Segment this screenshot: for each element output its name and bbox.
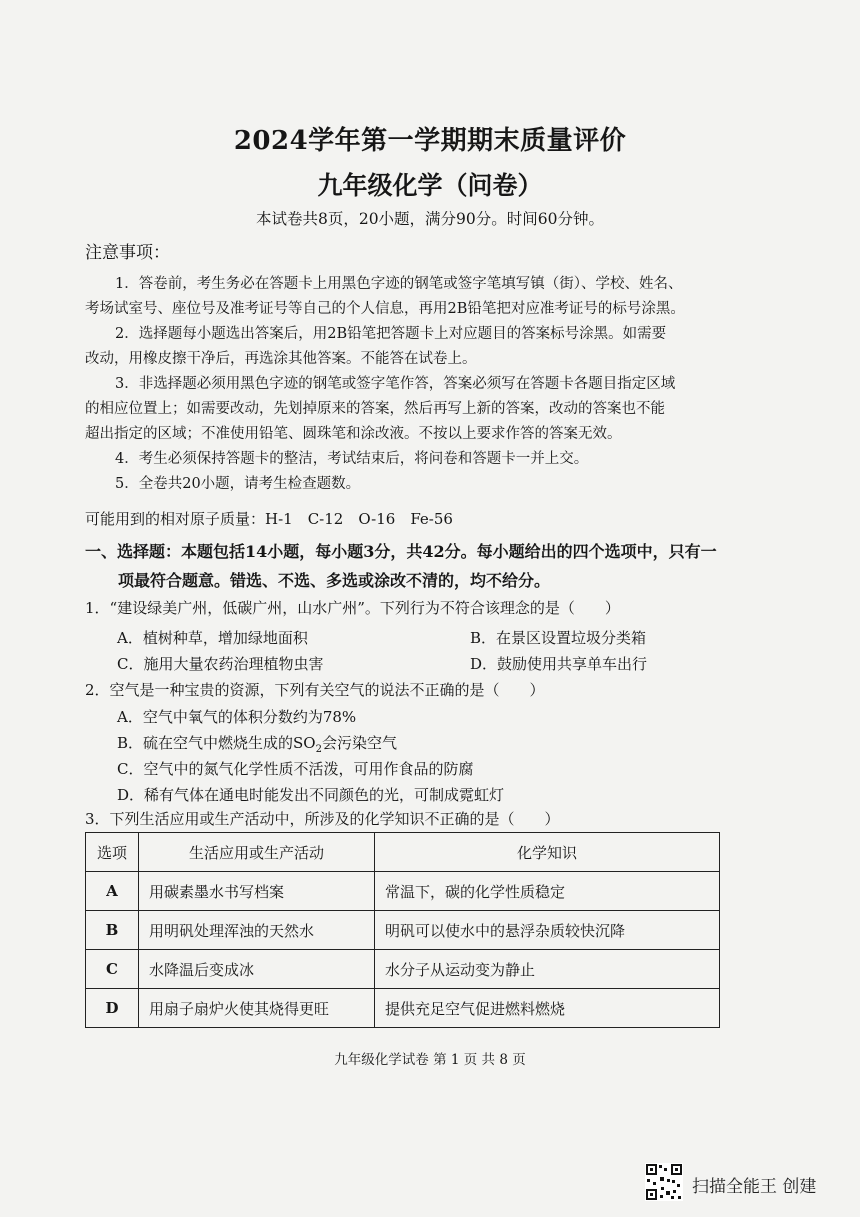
- note-line: 改动，用橡皮擦干净后，再选涂其他答案。不能答在试卷上。: [85, 351, 477, 367]
- note-line: 2．选择题每小题选出答案后，用2B铅笔把答题卡上对应题目的答案标号涂黑。如需要: [115, 326, 667, 342]
- table-cell: 用扇子扇炉火使其烧得更旺: [139, 989, 375, 1028]
- question-2-option-d: D．稀有气体在通电时能发出不同颜色的光，可制成霓虹灯: [117, 786, 505, 804]
- question-1-stem: 1．“建设绿美广州，低碳广州，山水广州”。下列行为不符合该理念的是（ ）: [85, 599, 620, 617]
- exam-info: 本试卷共8页，20小题，满分90分。时间60分钟。: [255, 210, 605, 228]
- table-cell: 提供充足空气促进燃料燃烧: [375, 989, 720, 1028]
- scanner-watermark: 扫描全能王 创建: [692, 1177, 817, 1197]
- question-2-stem: 2．空气是一种宝贵的资源，下列有关空气的说法不正确的是（ ）: [85, 681, 545, 699]
- atomic-mass-line: 可能用到的相对原子质量：H-1 C-12 O-16 Fe-56: [85, 510, 453, 528]
- question-1-option-d: D．鼓励使用共享单车出行: [470, 655, 648, 673]
- page-footer: 九年级化学试卷 第 1 页 共 8 页: [334, 1052, 526, 1068]
- section-line: 项最符合题意。错选、不选、多选或涂改不清的，均不给分。: [118, 571, 551, 590]
- table-cell: 明矾可以使水中的悬浮杂质较快沉降: [375, 911, 720, 950]
- question-2-option-b: B．硫在空气中燃烧生成的$SO_2$会污染空气: [117, 734, 397, 755]
- table-cell: 水分子从运动变为静止: [375, 950, 720, 989]
- notes-title: 注意事项：: [85, 243, 170, 263]
- table-header-cell: 选项: [86, 833, 139, 872]
- table-cell: C: [86, 950, 139, 989]
- table-header-cell: 生活应用或生产活动: [139, 833, 375, 872]
- question-3-stem: 3．下列生活应用或生产活动中，所涉及的化学知识不正确的是（ ）: [85, 810, 560, 828]
- exam-title: 2024学年第一学期期末质量评价: [233, 126, 627, 156]
- table-cell: B: [86, 911, 139, 950]
- note-line: 5．全卷共20小题，请考生检查题数。: [115, 476, 361, 492]
- qr-code-icon: [645, 1163, 683, 1201]
- table-header-cell: 化学知识: [375, 833, 720, 872]
- question-1-option-c: C．施用大量农药治理植物虫害: [117, 655, 324, 673]
- question-2-option-c: C．空气中的氮气化学性质不活泼，可用作食品的防腐: [117, 760, 474, 778]
- table-row: [86, 989, 720, 1028]
- section-line: 一、选择题：本题包括14小题，每小题3分，共42分。每小题给出的四个选项中，只有一: [85, 542, 717, 561]
- note-line: 1．答卷前，考生务必在答题卡上用黑色字迹的钢笔或签字笔填写镇（街）、学校、姓名、: [115, 276, 683, 292]
- question-3-table: [85, 832, 720, 1028]
- table-cell: 用碳素墨水书写档案: [139, 872, 375, 911]
- note-line: 4．考生必须保持答题卡的整洁，考试结束后，将问卷和答题卡一并上交。: [115, 451, 589, 467]
- table-cell: D: [86, 989, 139, 1028]
- notes-list: [85, 272, 785, 497]
- note-line: 3．非选择题必须用黑色字迹的钢笔或签字笔作答，答案必须写在答题卡各题目指定区域: [115, 376, 676, 392]
- table-cell: 用明矾处理浑浊的天然水: [139, 911, 375, 950]
- table-cell: 水降温后变成冰: [139, 950, 375, 989]
- exam-subtitle: 九年级化学（问卷）: [317, 171, 543, 200]
- question-1-option-b: B．在景区设置垃圾分类箱: [470, 629, 647, 647]
- table-header-row: [86, 833, 720, 872]
- table-cell: A: [86, 872, 139, 911]
- table-cell: 常温下，碳的化学性质稳定: [375, 872, 720, 911]
- table-row: [86, 950, 720, 989]
- table-row: [86, 872, 720, 911]
- section-one-heading: [85, 537, 785, 595]
- table-row: [86, 911, 720, 950]
- question-1-option-a: A．植树种草，增加绿地面积: [117, 629, 308, 647]
- note-line: 的相应位置上；如需要改动，先划掉原来的答案，然后再写上新的答案，改动的答案也不能: [85, 401, 665, 417]
- note-line: 超出指定的区域；不准使用铅笔、圆珠笔和涂改液。不按以上要求作答的答案无效。: [85, 426, 622, 442]
- note-line: 考场试室号、座位号及准考证号等自己的个人信息，再用2B铅笔把对应准考证号的标号涂黑。: [85, 301, 685, 317]
- question-2-option-a: A．空气中氧气的体积分数约为78%: [117, 708, 357, 726]
